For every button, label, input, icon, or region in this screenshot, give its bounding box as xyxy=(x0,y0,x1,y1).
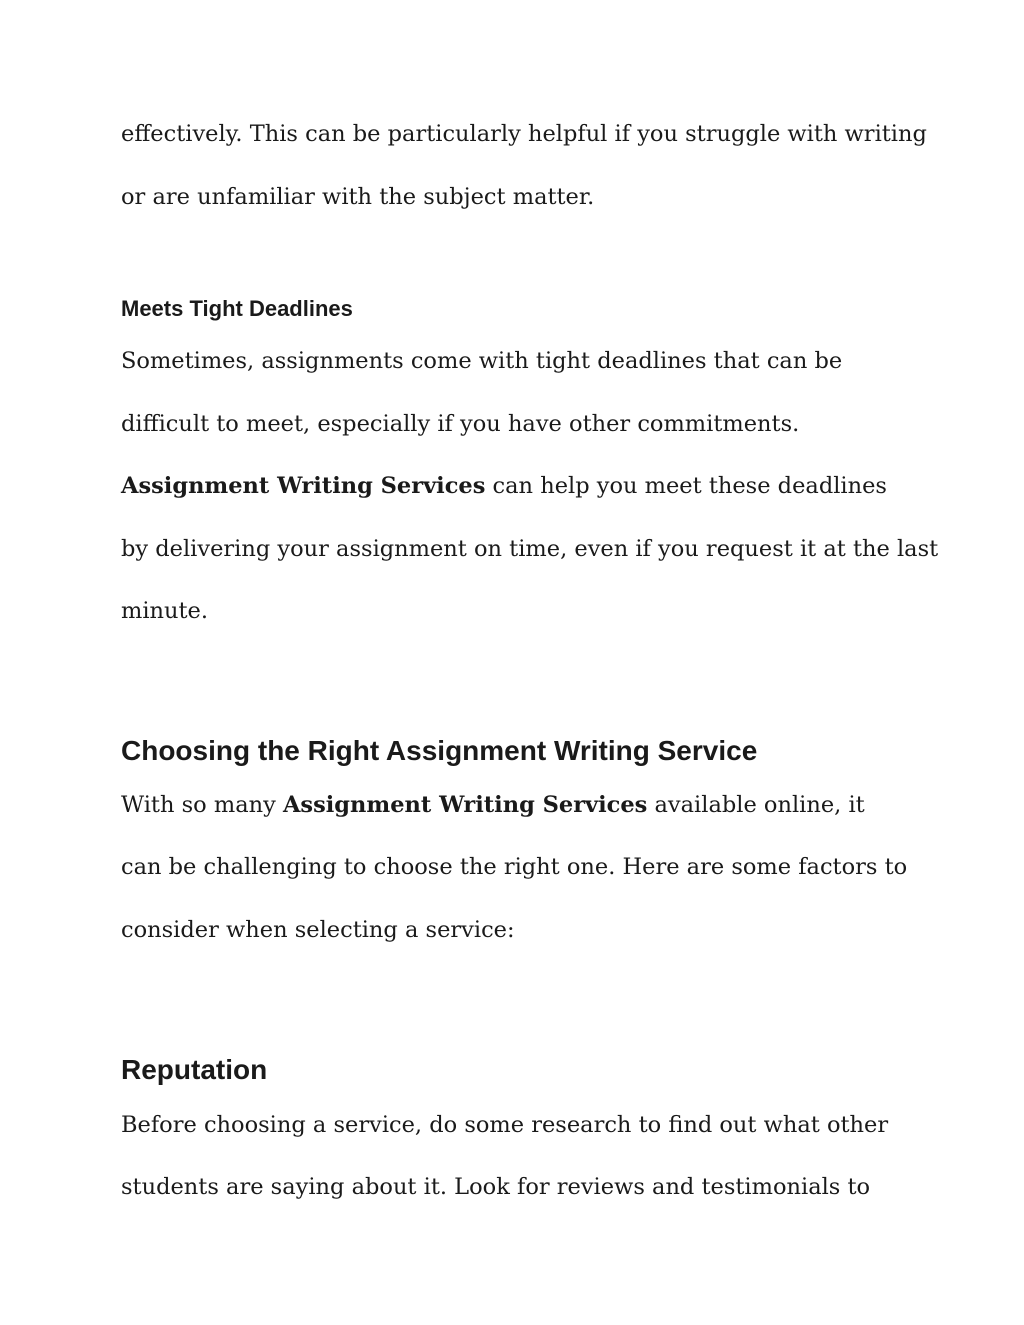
intro-line-1: effectively. This can be particularly helpful if you struggle with writing xyxy=(121,121,927,147)
paragraph-line: Before choosing a service, do some research to find out what other xyxy=(121,1112,889,1138)
paragraph-line: can be challenging to choose the right one. Here are some factors to xyxy=(121,854,908,880)
paragraph-text: available online, it xyxy=(647,792,865,818)
section-heading-reputation: Reputation xyxy=(121,1054,268,1085)
paragraph-text: With so many xyxy=(121,792,283,818)
paragraph-line xyxy=(121,471,887,501)
bold-phrase: Assignment Writing Services xyxy=(282,792,648,818)
paragraph-line: minute. xyxy=(121,598,209,624)
paragraph-line: by delivering your assignment on time, even if you request it at the last xyxy=(121,536,939,562)
paragraph-text: can help you meet these deadlines xyxy=(485,473,887,499)
section-heading-choosing: Choosing the Right Assignment Writing Service xyxy=(121,735,758,766)
bold-phrase: Assignment Writing Services xyxy=(121,473,486,499)
paragraph-line: difficult to meet, especially if you have other commitments. xyxy=(121,411,800,437)
intro-line-2: or are unfamiliar with the subject matter. xyxy=(121,184,595,210)
paragraph-line: Sometimes, assignments come with tight deadlines that can be xyxy=(121,348,843,374)
paragraph-line: consider when selecting a service: xyxy=(121,917,515,943)
paragraph-line xyxy=(121,790,865,820)
section-heading-tight-deadlines: Meets Tight Deadlines xyxy=(121,296,353,321)
paragraph-line: students are saying about it. Look for reviews and testimonials to xyxy=(121,1174,871,1200)
